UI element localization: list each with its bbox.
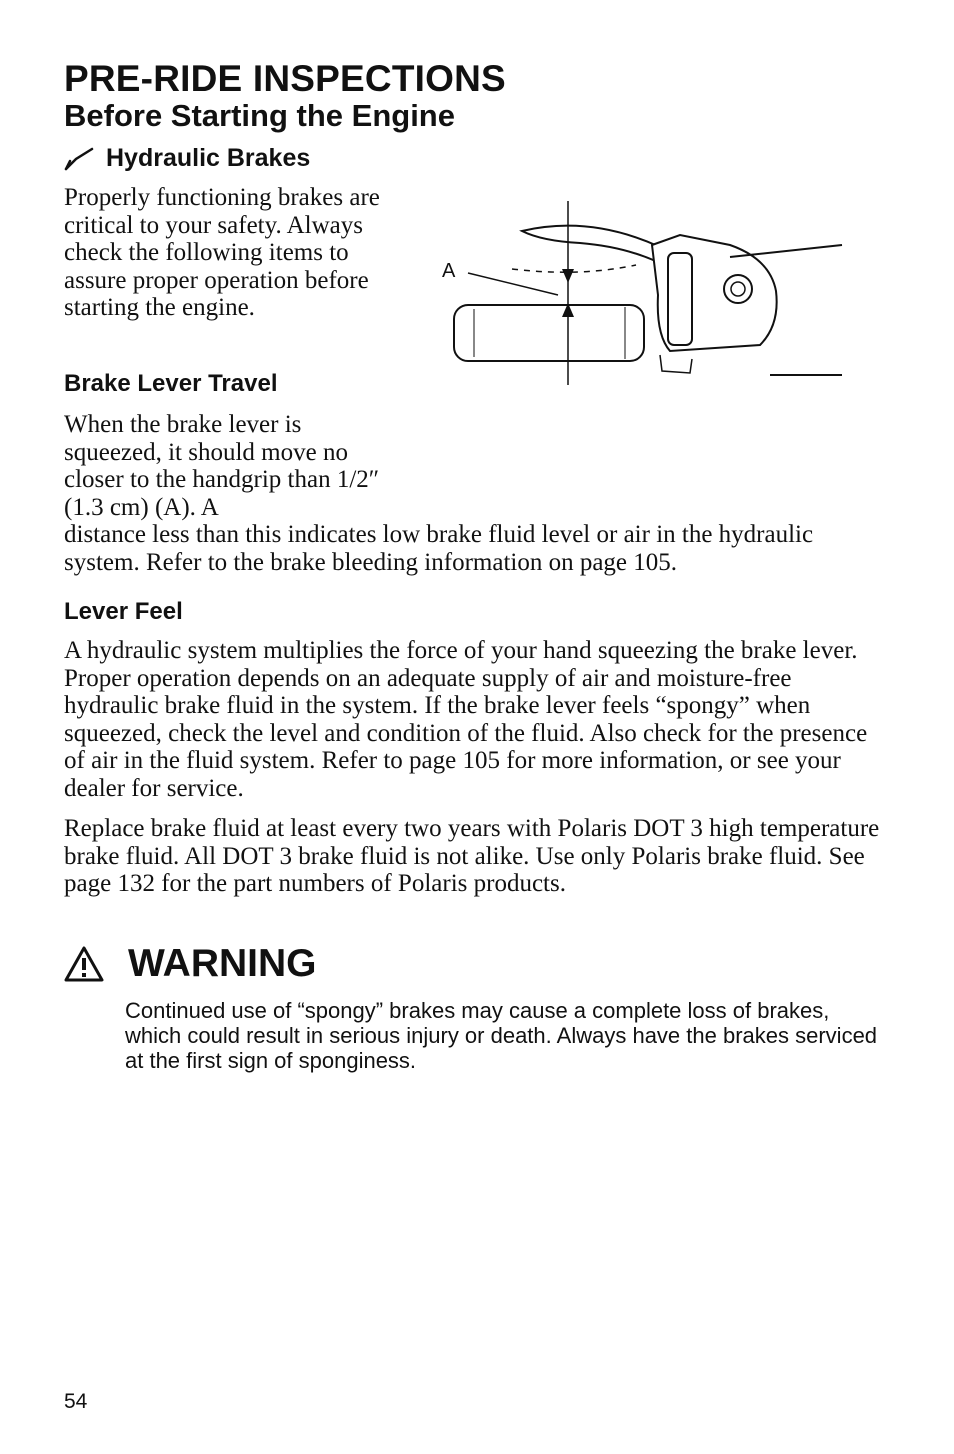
warning-text: Continued use of “spongy” brakes may cause a complete loss of brakes, which could result in serious injury or death. Always have the brakes serviced at the first sign of sponginess. [125,998,878,1073]
checkmark-icon [64,147,94,171]
section-heading-label: Hydraulic Brakes [106,144,311,172]
brake-lever-travel-text-2: distance less than this indicates low brake fluid level or air in the hydraulic system. Refer to the brake bleeding information on page 105. [64,521,814,576]
intro-paragraph: Properly functioning brakes are critical to your safety. Always check the following items to assure proper operation before starting the engine. [64,184,380,322]
section-heading [64,144,310,173]
page-title: PRE-RIDE INSPECTIONS [64,58,506,99]
lever-feel-paragraph: A hydraulic system multiplies the force of your hand squeezing the brake lever. Proper operation depends on an adequate supply of air and moisture-free hydraulic brake fluid in the system. If the brake lever feels “spongy” when squeezed, check the level and condition of the fluid. Also check for the presence of air in the fluid system. Refer to page 105 for more information, or see your dealer for service. [64,637,868,802]
page-number: 54 [64,1390,88,1413]
warning-header [64,942,317,986]
page-subtitle: Before Starting the Engine [64,98,455,133]
brake-lever-travel-heading: Brake Lever Travel [64,370,278,397]
brake-lever-travel-text-1: When the brake lever is squeezed, it should move no closer to the handgrip than 1/2″ (1.3 cm) (A). A [64,411,380,521]
replace-fluid-paragraph: Replace brake fluid at least every two years with Polaris DOT 3 high temperature brake fluid. All DOT 3 brake fluid is not alike. Use only Polaris brake fluid. See page 132 for the part numbers of Polaris products. [64,815,880,898]
brake-lever-diagram [430,195,850,395]
lever-feel-heading: Lever Feel [64,598,183,625]
warning-triangle-icon [64,946,104,982]
figure-label-a: A [442,260,456,282]
warning-title: WARNING [128,942,317,985]
